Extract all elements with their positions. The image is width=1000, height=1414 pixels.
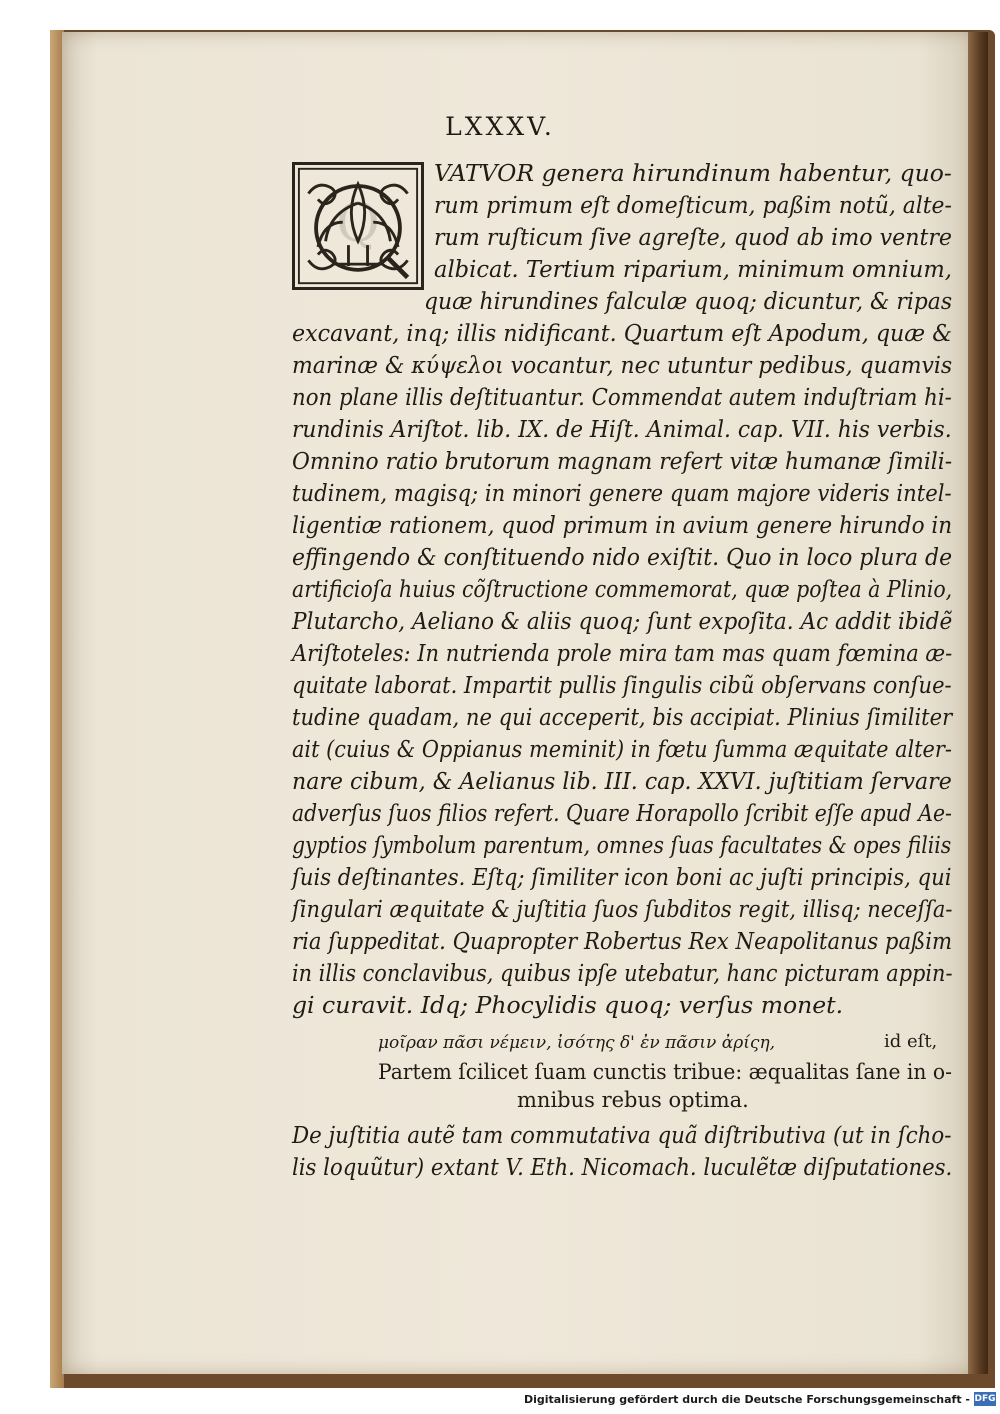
text-line: Omnino ratio brutorum magnam refert vitæ humanæ ſimili- — [292, 447, 953, 475]
text-line: Plutarcho, Aeliano & aliis quoq; ſunt expoſita. Ac addit ibidẽ — [292, 607, 953, 635]
text-line: in illis conclavibus, quibus ipſe utebatur, hanc picturam appin- — [292, 959, 953, 987]
translation-line: Partem ſcilicet ſuam cunctis tribue: æqualitas ſane in o- — [378, 1060, 952, 1084]
text-line: non plane illis deſtituantur. Commendat autem induſtriam hi- — [292, 383, 952, 411]
greek-verse: μοῖραν πᾶσι νέμειν, ἰσότης δ' ἐν πᾶσιν ἀρίςη, — [378, 1033, 776, 1053]
text-line: gyptios ſymbolum parentum, omnes ſuas facultates & opes filiis — [292, 831, 952, 859]
dfg-logo-icon: DFG — [974, 1394, 996, 1404]
text-line: marinæ & κύψελοι vocantur, nec utuntur pedibus, quamvis — [292, 351, 953, 379]
text-line: ligentiæ rationem, quod primum in avium genere hirundo in — [292, 511, 953, 539]
text-line: rum primum eſt domeſticum, paßim notũ, alte- — [434, 191, 952, 219]
text-line: effingendo & conſtituendo nido exiſtit. Quo in loco plura de — [292, 543, 953, 571]
text-line: artificioſa huius cõſtructione commemorat, quæ poſtea à Plinio, — [292, 575, 953, 603]
text-line: ſuis deſtinantes. Eſtq; ſimiliter icon boni ac juſti principis, qui — [292, 863, 952, 891]
drop-cap-ornament-icon — [295, 165, 421, 287]
drop-cap-letter: Q — [336, 191, 380, 255]
closing-line: De juſtitia autẽ tam commutativa quã diſtributiva (ut in ſcho- — [292, 1121, 952, 1149]
text-line: quitate laborat. Impartit pullis ſingulis cibũ obſervans conſue- — [292, 671, 952, 699]
greek-id-est: id eſt, — [884, 1031, 938, 1052]
book-spine — [968, 32, 988, 1374]
text-line: quæ hirundines falculæ quoq; dicuntur, & ripas — [424, 287, 953, 315]
text-line: ſingulari æquitate & juſtitia ſuos ſubditos regit, illisq; neceſſa- — [292, 895, 953, 923]
page-number: LXXXV. — [445, 112, 555, 141]
footer-credit: Digitalisierung gefördert durch die Deutsche Forschungsgemeinschaft - — [523, 1393, 970, 1406]
text-line: rum ruſticum ſive agreſte, quod ab imo ventre — [434, 223, 953, 251]
text-line: Ariſtoteles: In nutrienda prole mira tam mas quam fœmina æ- — [292, 639, 953, 667]
closing-line: lis loquũtur) extant V. Eth. Nicomach. luculẽtæ diſputationes. — [292, 1153, 953, 1181]
digitization-footer — [0, 1388, 1000, 1414]
text-line: adverſus ſuos filios refert. Quare Horapollo ſcribit eſſe apud Ae- — [292, 799, 952, 827]
text-line: tudine quadam, ne qui acceperit, bis accipiat. Plinius ſimiliter — [292, 703, 953, 731]
text-line: nare cibum, & Aelianus lib. III. cap. XXVI. juſtitiam ſervare — [292, 767, 952, 795]
text-line: VATVOR genera hirundinum habentur, quo- — [434, 159, 952, 187]
text-line: ait (cuius & Oppianus meminit) in fœtu ſumma æquitate alter- — [292, 735, 952, 763]
text-line: gi curavit. Idq; Phocylidis quoq; verſus monet. — [292, 991, 844, 1019]
text-line: tudinem, magisq; in minori genere quam majore videris intel- — [292, 479, 952, 507]
text-line: rundinis Ariſtot. lib. IX. de Hiſt. Animal. cap. VII. his verbis. — [292, 415, 952, 443]
translation-line: mnibus rebus optima. — [517, 1088, 749, 1112]
ornamental-drop-cap — [292, 162, 424, 290]
text-line: excavant, inq; illis nidificant. Quartum eſt Apodum, quæ & — [292, 319, 952, 347]
text-line: ria ſuppeditat. Quapropter Robertus Rex Neapolitanus paßim — [292, 927, 953, 955]
text-line: albicat. Tertium riparium, minimum omnium, — [434, 255, 952, 283]
